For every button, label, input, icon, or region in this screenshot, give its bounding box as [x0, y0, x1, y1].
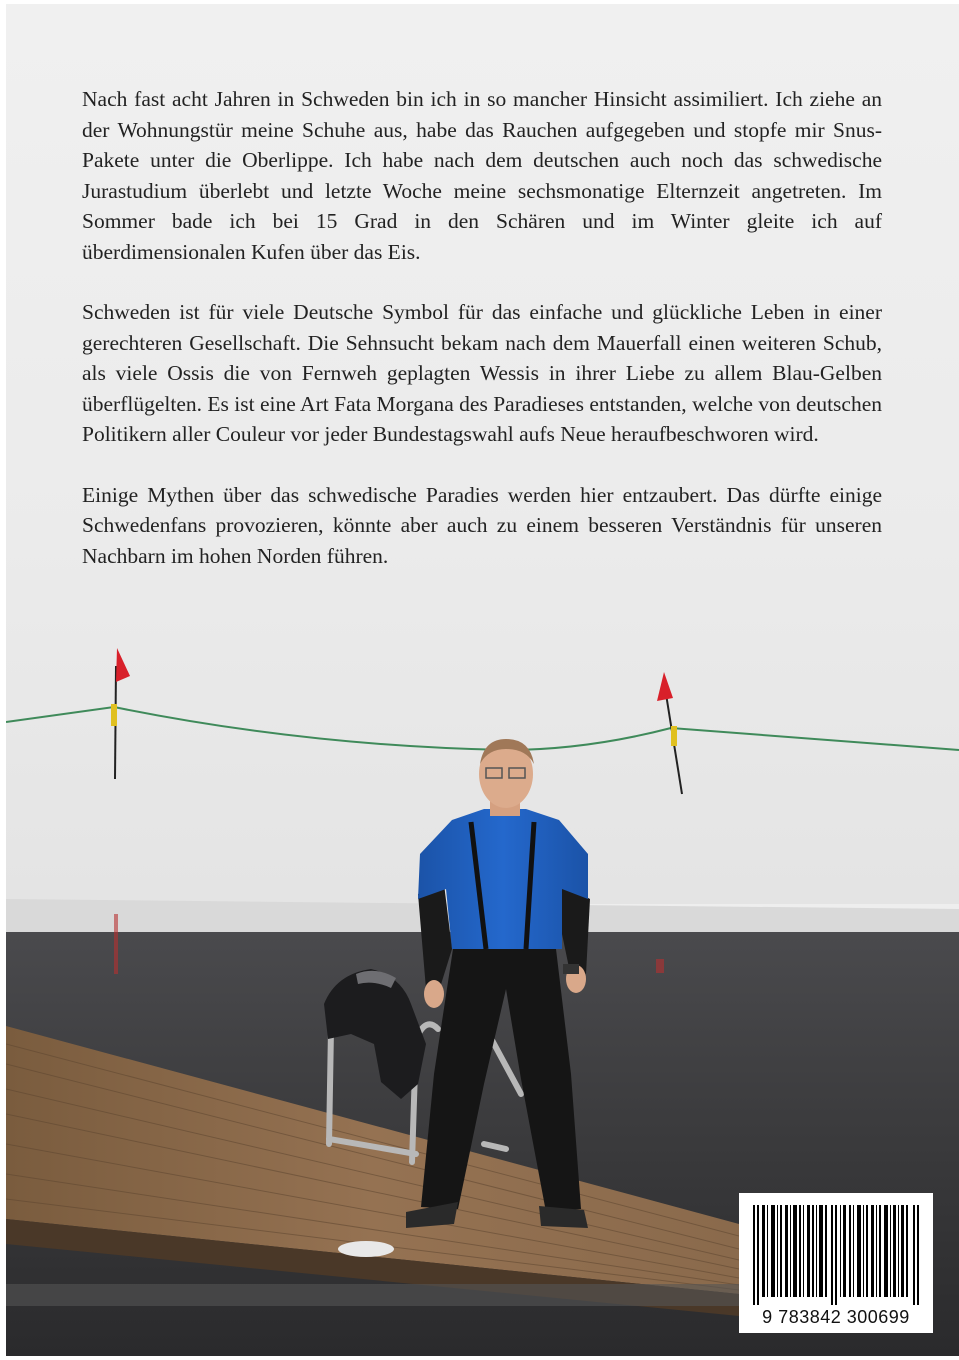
barcode-bars: [753, 1205, 919, 1305]
isbn-number: 9 783842 300699: [762, 1307, 910, 1327]
blurb-paragraph-1: Nach fast acht Jahren in Schweden bin ich in so mancher Hinsicht assimiliert. Ich ziehe an der Wohnungstür meine Schuhe aus, habe das Rauchen aufgegeben und stopfe mir Snus-Pakete unter die Oberlippe. Ich habe nach dem deutschen auch noch das schwedische Jurastudium überlebt und letzte Woche meine sechsmonatige Elternzeit angetreten. Im Sommer bade ich bei 15 Grad in den Schären und im Winter gleite ich auf überdimensionalen Kufen über das Eis.: [82, 87, 882, 264]
isbn-barcode: [739, 1193, 933, 1333]
blurb-text: [82, 84, 882, 601]
book-back-cover: [6, 4, 959, 1356]
blurb-paragraph-3: Einige Mythen über das schwedische Paradies werden hier entzaubert. Das dürfte einige Schwedenfans provozieren, könnte aber auch zu einem besseren Verständnis für unseren Nachbarn im hohen Norden führen.: [82, 482, 882, 568]
blurb-paragraph-2: Schweden ist für viele Deutsche Symbol für das einfache und glückliche Leben in einer gerechteren Gesellschaft. Die Sehnsucht bekam nach dem Mauerfall einen weiteren Schub, als viele Ossis die von Fernweh geplagten Wessis in ihrer Liebe zu allem Blau-Gelben überflügelten. Es ist eine Art Fata Morgana des Paradieses entstanden, welche von deutschen Politikern aller Couleur vor jeder Bundestagswahl aufs Neue heraufbeschworen wird.: [82, 300, 882, 446]
